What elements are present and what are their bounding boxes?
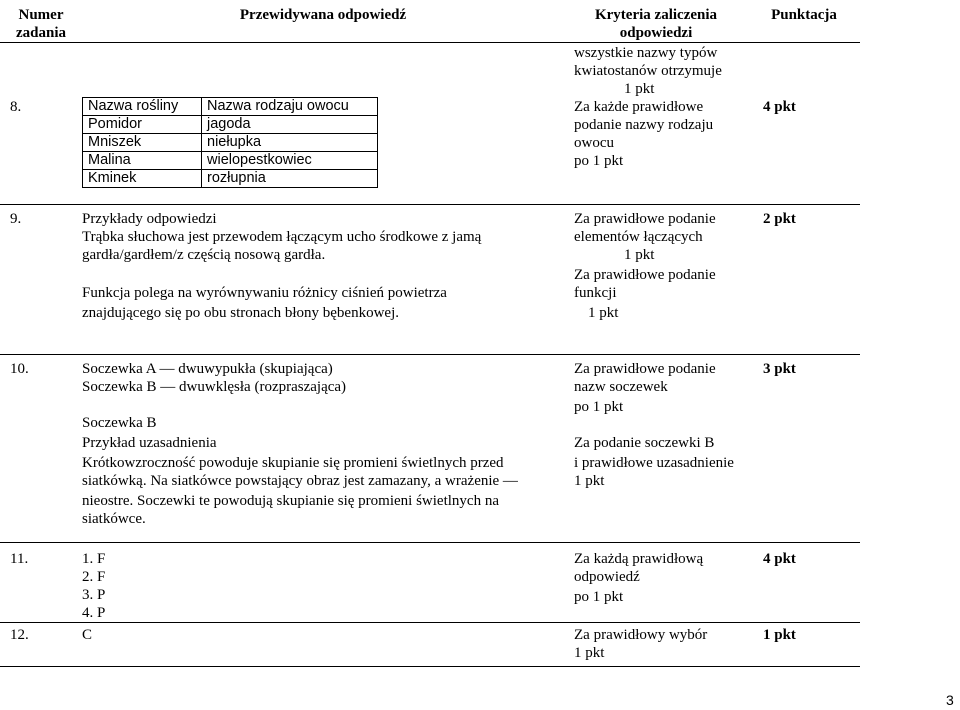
q12-number: 12. — [10, 627, 29, 643]
table-cell: Kminek — [83, 170, 202, 188]
q8-plant-table — [82, 97, 378, 188]
q8-points: 4 pkt — [763, 99, 796, 115]
q11-number: 11. — [10, 551, 29, 567]
page-number: 3 — [946, 692, 954, 708]
q9-number: 9. — [10, 211, 22, 227]
table-cell: Mniszek — [83, 134, 202, 152]
q12-answer: C — [82, 627, 93, 643]
q10-points: 3 pkt — [763, 361, 796, 377]
table-row — [83, 134, 378, 152]
header-points: Punktacja — [771, 7, 837, 23]
table-row — [83, 152, 378, 170]
row-rule — [0, 622, 860, 623]
table-row — [83, 98, 378, 116]
table-cell: rozłupnia — [202, 170, 378, 188]
header-rule — [0, 42, 860, 43]
table-cell: wielopestkowiec — [202, 152, 378, 170]
q11-points: 4 pkt — [763, 551, 796, 567]
q9-points: 2 pkt — [763, 211, 796, 227]
header-number: Numer zadania — [15, 7, 66, 41]
table-header-cell: Nazwa rodzaju owocu — [202, 98, 378, 116]
row-rule — [0, 542, 860, 543]
row-rule — [0, 204, 860, 205]
header-criteria: Kryteria zaliczenia odpowiedzi — [594, 7, 718, 41]
header-answer: Przewidywana odpowiedź — [239, 7, 407, 23]
table-cell: Malina — [83, 152, 202, 170]
table-row — [83, 170, 378, 188]
table-header-cell: Nazwa rośliny — [83, 98, 202, 116]
q10-number: 10. — [10, 361, 29, 377]
table-row — [83, 116, 378, 134]
table-cell: Pomidor — [83, 116, 202, 134]
table-cell: jagoda — [202, 116, 378, 134]
table-cell: niełupka — [202, 134, 378, 152]
row-rule — [0, 354, 860, 355]
row-rule — [0, 666, 860, 667]
q8-number: 8. — [10, 99, 22, 115]
q12-points: 1 pkt — [763, 627, 796, 643]
